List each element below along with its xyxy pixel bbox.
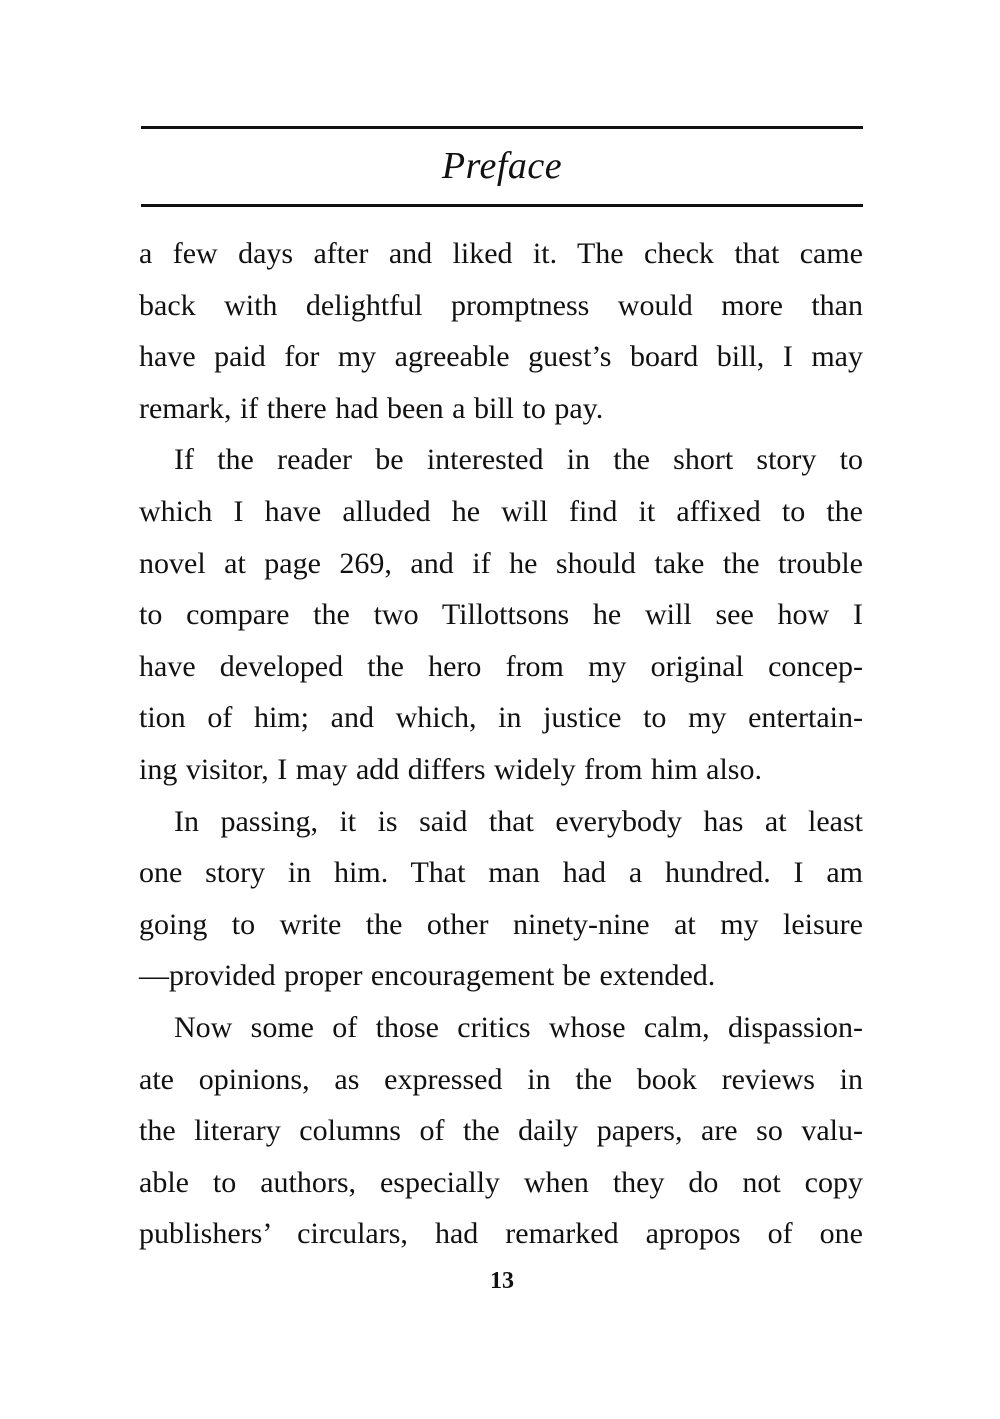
text-line: which I have alluded he will find it affixed to the [139,494,863,528]
header-rule-top [141,126,863,129]
text-line: have paid for my agreeable guest’s board bill, I may [139,340,863,374]
body-text [139,228,863,1260]
text-line: to compare the two Tillottsons he will see how I [139,598,863,632]
text-line: Now some of those critics whose calm, dispassion- [174,1010,863,1044]
text-line: able to authors, especially when they do not copy [139,1165,863,1199]
text-line: publishers’ circulars, had remarked apropos of one [139,1217,863,1251]
running-head: Preface [441,145,563,187]
header-rule-bottom [141,204,863,207]
text-line: —provided proper encouragement be extended. [139,959,716,993]
page-number: 13 [490,1268,514,1294]
text-line: novel at page 269, and if he should take the trouble [139,546,863,580]
text-line: back with delightful promptness would more than [139,288,863,322]
text-line: ate opinions, as expressed in the book reviews in [139,1062,863,1096]
text-line: In passing, it is said that everybody has at least [174,804,863,838]
text-line: If the reader be interested in the short story to [174,443,863,477]
text-line: have developed the hero from my original concep- [139,649,863,683]
text-line: a few days after and liked it. The check that came [139,237,863,270]
text-line: tion of him; and which, in justice to my entertain- [139,701,863,735]
text-line: remark, if there had been a bill to pay. [139,391,604,425]
text-line: going to write the other ninety-nine at my leisure [139,907,863,941]
text-line: ing visitor, I may add differs widely from him also. [139,752,762,786]
text-line: the literary columns of the daily papers, are so valu- [139,1114,863,1148]
text-line: one story in him. That man had a hundred. I am [139,856,863,890]
